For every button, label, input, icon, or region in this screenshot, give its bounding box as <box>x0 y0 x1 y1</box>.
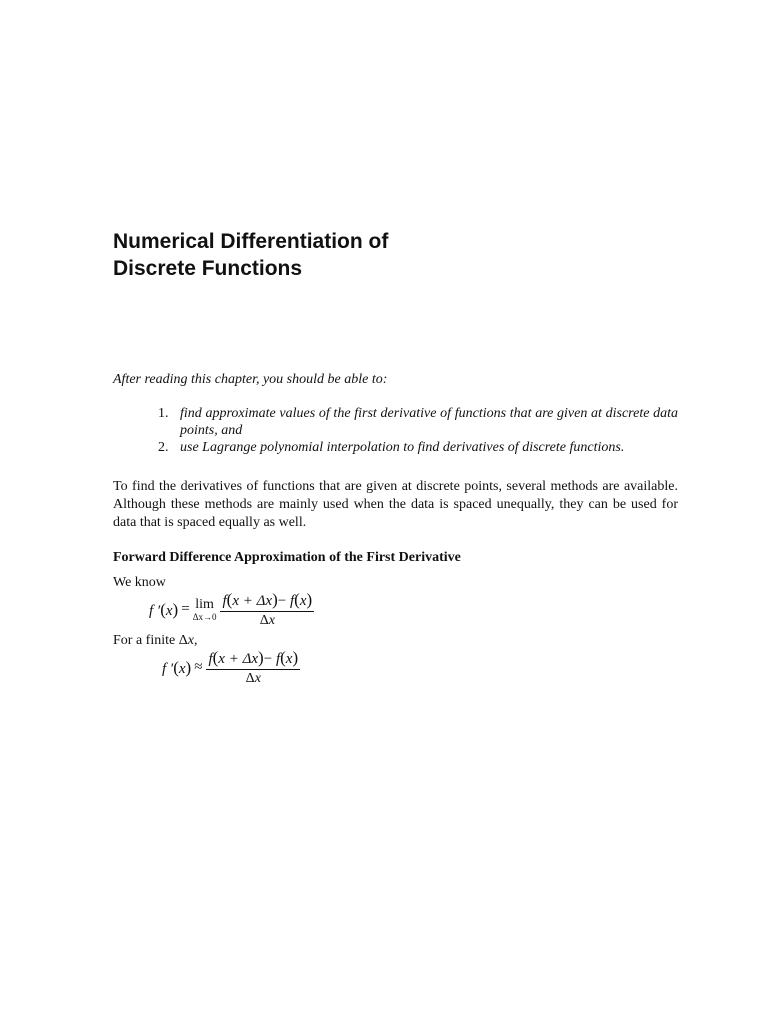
derivative-limit-equation <box>149 590 314 629</box>
we-know-text: We know <box>113 575 166 590</box>
function-argument: x + Δx <box>232 593 273 609</box>
delta-symbol: Δ <box>245 671 255 686</box>
fraction-denominator <box>246 670 261 687</box>
function-argument: x + Δx <box>218 651 259 667</box>
function-symbol: f <box>222 593 227 609</box>
objective-text: find approximate values of the first derivative of functions that are given at discrete data points, and <box>180 406 678 438</box>
function-argument: x <box>299 593 307 609</box>
limit-subscript: Δx→0 <box>192 611 217 622</box>
approx-sign: ≈ <box>194 659 203 675</box>
delta-symbol: Δ <box>259 613 269 628</box>
function-symbol: f <box>208 651 213 667</box>
objective-number: 1. <box>158 406 169 421</box>
intro-paragraph: To find the derivatives of functions that are given at discrete points, several methods are available. Although these methods are mainly used when the data is spaced unequally, they can be used for data that is spaced equally as well. <box>113 479 678 530</box>
function-argument: x <box>285 651 293 667</box>
finite-prefix: For a finite <box>113 633 179 648</box>
variable-symbol: x <box>254 671 261 686</box>
chapter-title-line-1: Numerical Differentiation of <box>113 230 389 253</box>
limit-operator <box>193 598 217 622</box>
minus-sign: − <box>277 593 287 609</box>
fraction-numerator: f(x + Δx)− f(x) <box>222 590 313 609</box>
equation-lhs: f ′(x) <box>149 599 179 619</box>
chapter-title-line-2: Discrete Functions <box>113 257 303 280</box>
finite-suffix: , <box>193 633 198 648</box>
variable-symbol: x <box>165 602 173 619</box>
delta-symbol: Δ <box>178 633 188 648</box>
function-symbol: f ′ <box>149 602 161 619</box>
difference-quotient <box>220 590 314 629</box>
equals-sign: = <box>181 601 190 617</box>
function-symbol: f <box>289 593 295 609</box>
variable-symbol: x <box>178 660 186 677</box>
chapter-title <box>113 228 388 282</box>
learning-objectives-list <box>158 405 678 456</box>
minus-sign: − <box>263 651 273 667</box>
derivative-approximation-equation <box>162 648 300 687</box>
function-symbol: f ′ <box>162 660 174 677</box>
fraction-numerator: f(x + Δx)− f(x) <box>208 648 299 667</box>
section-heading: Forward Difference Approximation of the First Derivative <box>113 550 461 565</box>
limit-label: lim <box>195 596 214 612</box>
objective-text: use Lagrange polynomial interpolation to find derivatives of discrete functions. <box>180 440 625 455</box>
difference-quotient <box>206 648 300 687</box>
variable-symbol: x <box>268 613 275 628</box>
objective-number: 2. <box>158 440 169 455</box>
delta-x <box>179 633 194 648</box>
learning-objectives-intro: After reading this chapter, you should be able to: <box>113 372 388 387</box>
variable-symbol: x <box>187 633 194 648</box>
function-symbol: f <box>275 651 281 667</box>
equation-lhs: f ′(x) <box>162 657 192 677</box>
objective-item <box>158 439 678 456</box>
fraction-denominator <box>260 612 275 629</box>
objective-item <box>158 405 678 439</box>
